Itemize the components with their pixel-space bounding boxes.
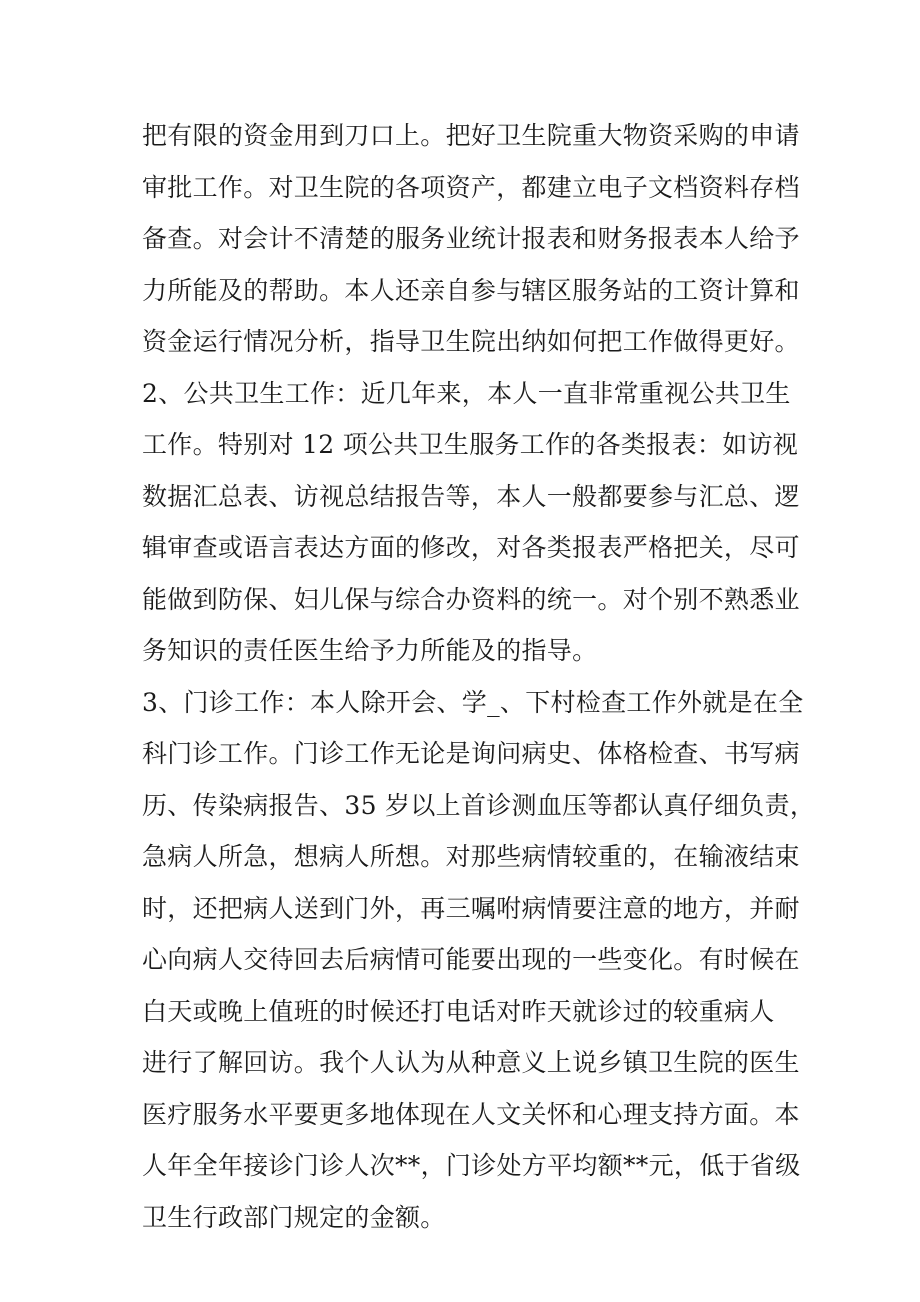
text-line: 医疗服务水平要更多地体现在人文关怀和心理支持方面。本 <box>142 1099 800 1129</box>
text-line: 务知识的责任医生给予力所能及的指导。 <box>142 636 598 665</box>
text-line: 人年全年接诊门诊人次**，门诊处方平均额**元，低于省级 <box>142 1151 801 1180</box>
text-line: 科门诊工作。门诊工作无论是询问病史、体格检查、书写病 <box>142 739 800 768</box>
text-line: 数据汇总表、访视总结报告等，本人一般都要参与汇总、逻 <box>142 481 800 511</box>
body-text <box>142 110 816 1243</box>
text-line: 工作。特别对 12 项公共卫生服务工作的各类报表：如访视 <box>142 430 799 459</box>
text-line: 进行了解回访。我个人认为从种意义上说乡镇卫生院的医生 <box>142 1048 800 1077</box>
text-line: 卫生行政部门规定的金额。 <box>142 1202 446 1232</box>
text-line: 3、门诊工作：本人除开会、学_、下村检查工作外就是在全 <box>142 687 804 717</box>
text-line: 辑审查或语言表达方面的修改，对各类报表严格把关，尽可 <box>142 533 800 562</box>
text-line: 能做到防保、妇儿保与综合办资料的统一。对个别不熟悉业 <box>142 584 800 614</box>
text-line: 历、传染病报告、35 岁以上首诊测血压等都认真仔细负责， <box>142 790 816 820</box>
text-line: 资金运行情况分析，指导卫生院出纳如何把工作做得更好。 <box>142 327 800 356</box>
text-line: 急病人所急，想病人所想。对那些病情较重的，在输液结束 <box>142 842 800 871</box>
text-line: 审批工作。对卫生院的各项资产，都建立电子文档资料存档 <box>142 172 800 202</box>
text-line: 心向病人交待回去后病情可能要出现的一些变化。有时候在 <box>142 945 800 974</box>
text-line: 2、公共卫生工作：近几年来，本人一直非常重视公共卫生 <box>142 378 791 408</box>
text-line: 时，还把病人送到门外，再三嘱咐病情要注意的地方，并耐 <box>142 893 800 923</box>
text-line: 备查。对会计不清楚的服务业统计报表和财务报表本人给予 <box>142 224 800 253</box>
text-line: 把有限的资金用到刀口上。把好卫生院重大物资采购的申请 <box>142 121 800 150</box>
text-line: 白天或晚上值班的时候还打电话对昨天就诊过的较重病人 <box>142 996 775 1026</box>
text-line: 力所能及的帮助。本人还亲自参与辖区服务站的工资计算和 <box>142 275 800 305</box>
